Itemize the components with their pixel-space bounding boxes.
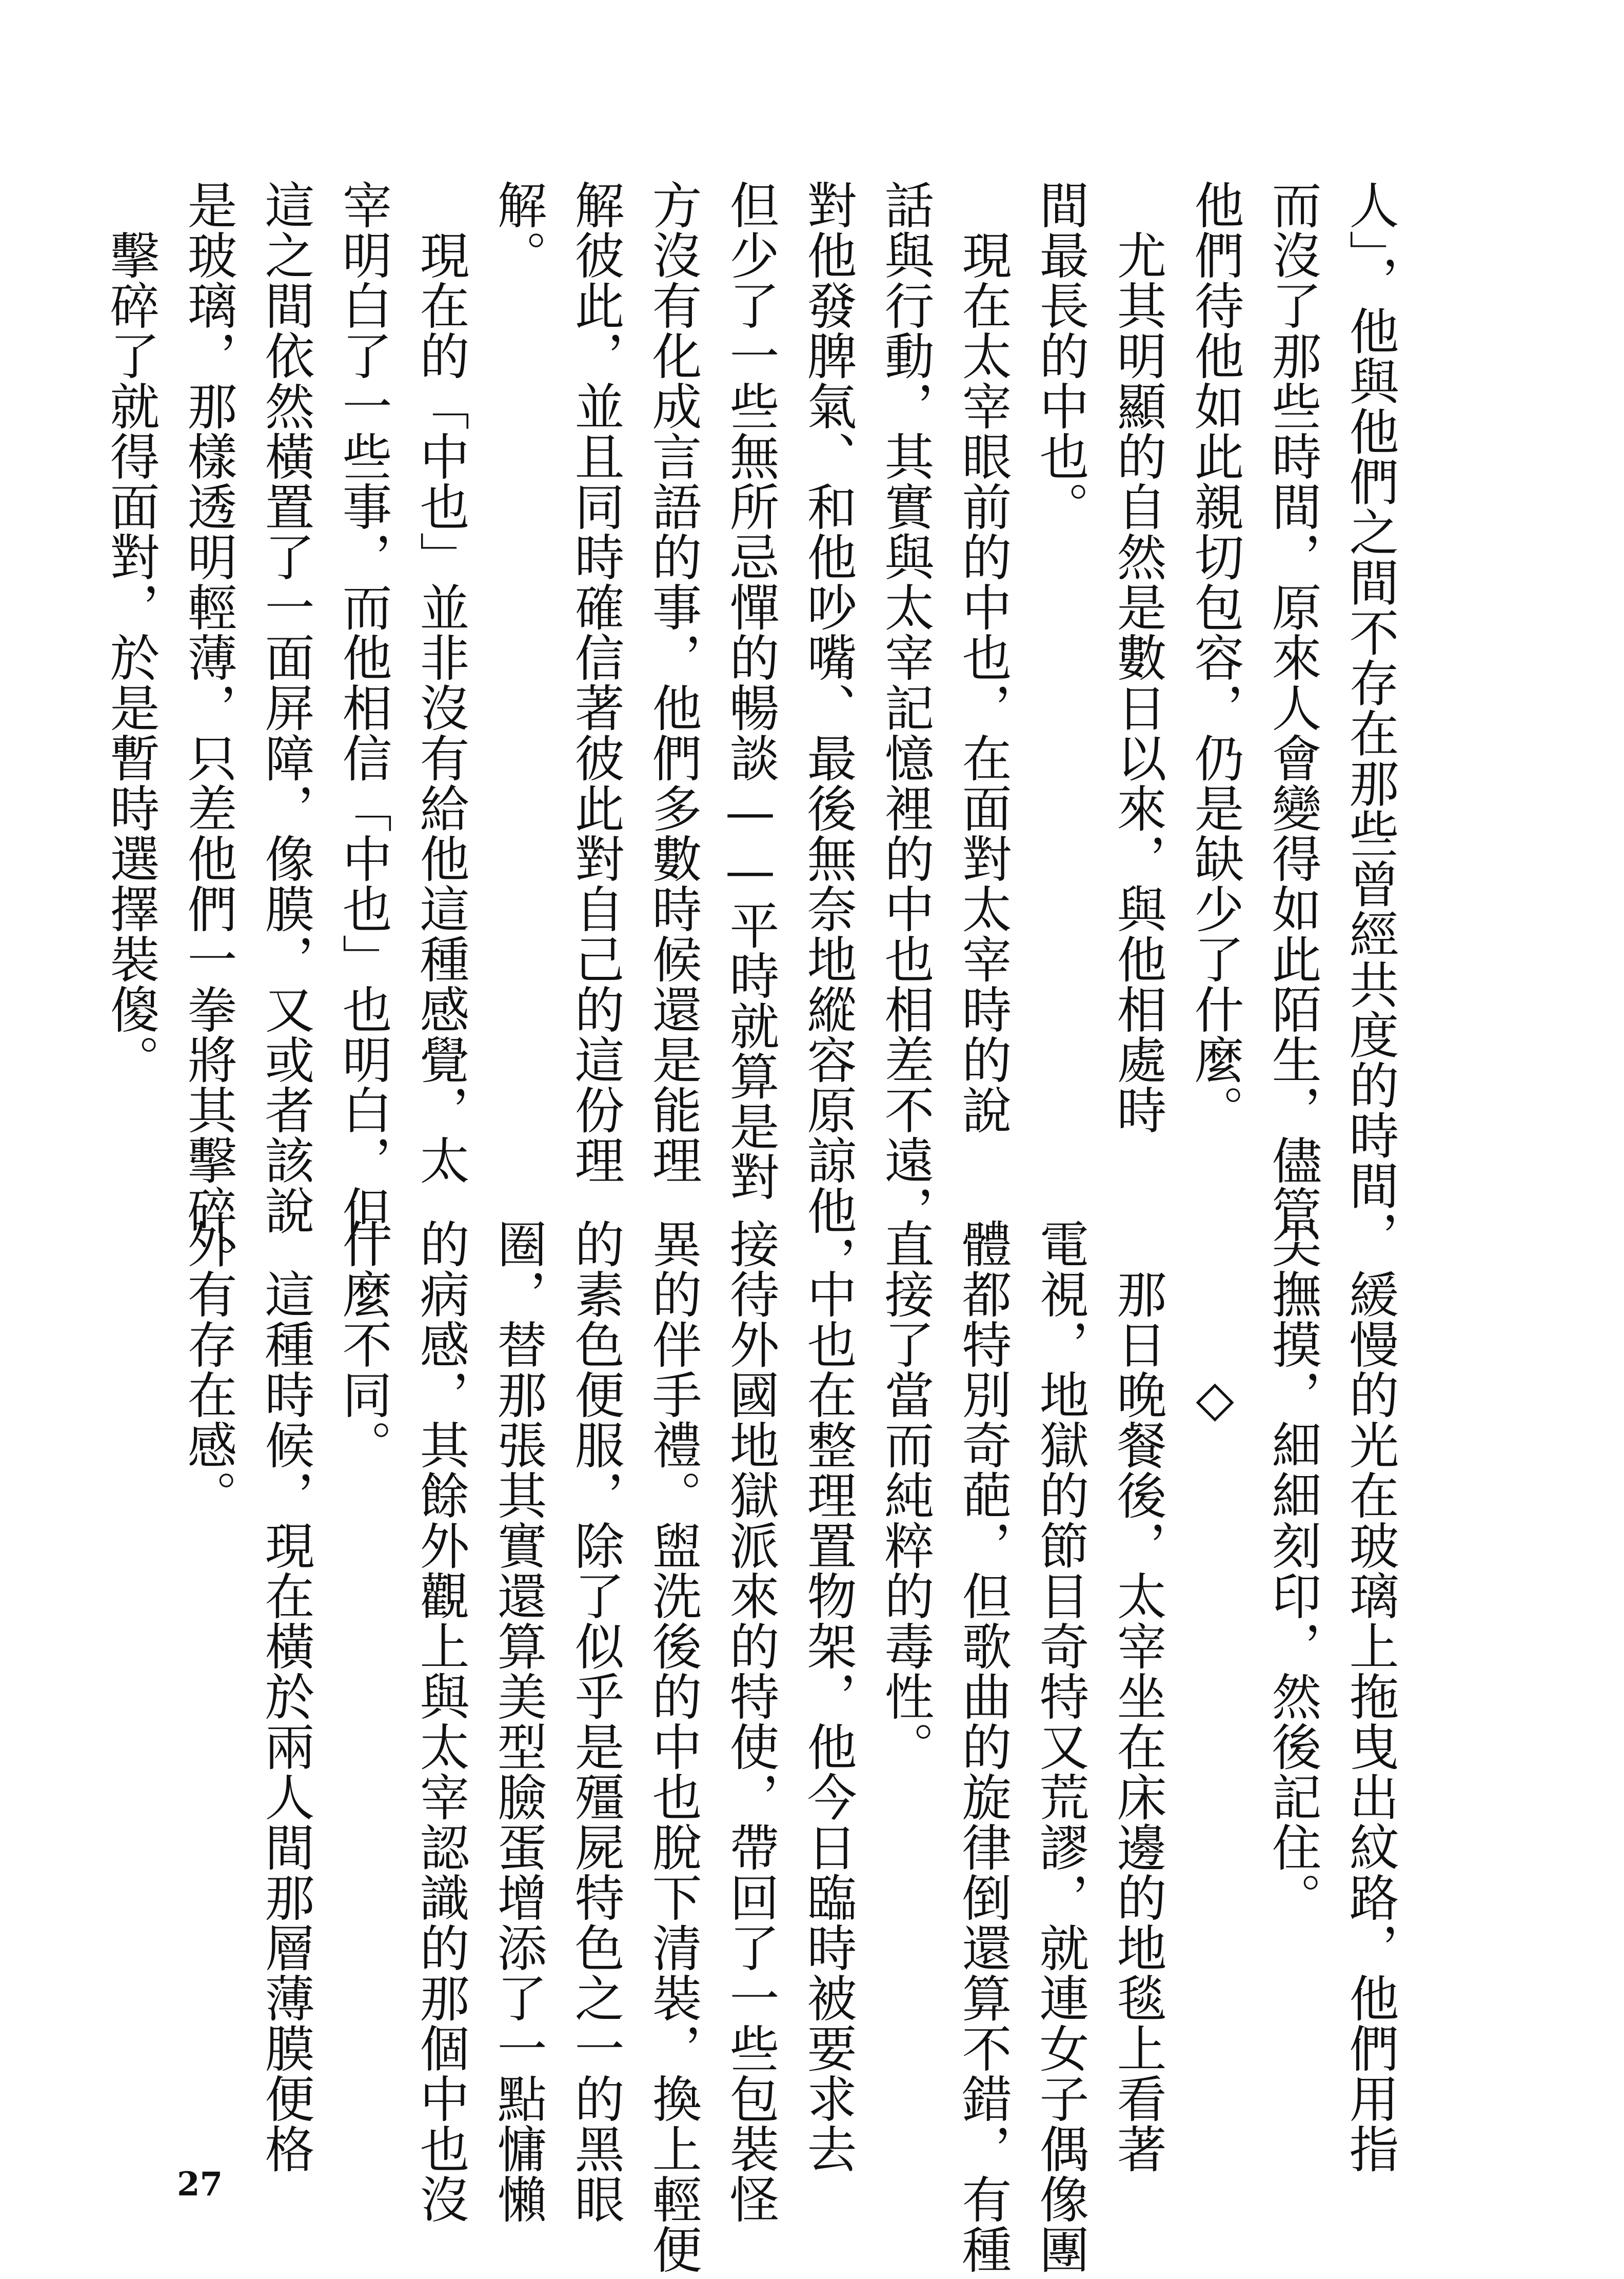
text-line: 接待外國地獄派來的特使，帶回了一些包裝怪 — [721, 1219, 779, 2224]
text-line: 是玻璃，那樣透明輕薄，只差他們一拳將其擊碎。 — [179, 180, 237, 1286]
text-line: 電視，地獄的節目奇特又荒謬，就連女子偶像團 — [1031, 1219, 1089, 2274]
text-line: 中也在整理置物架，他今日臨時被要求去 — [799, 1219, 857, 2174]
text-line: 什麼不同。 — [334, 1219, 392, 1470]
text-line: 體都特別奇葩，但歌曲的旋律倒還算不錯，有種 — [954, 1219, 1012, 2274]
page-number: 27 — [177, 2165, 223, 2204]
text-line: 現在太宰眼前的中也，在面對太宰時的說 — [954, 180, 1012, 1135]
text-line: 尖撫摸，細細刻印，然後記住。 — [1263, 1219, 1321, 1922]
text-line: 這種時候，現在橫於兩人間那層薄膜便格 — [256, 1219, 314, 2174]
text-line: 對他發脾氣、和他吵嘴、最後無奈地縱容原諒他， — [799, 180, 857, 1286]
text-line: 解彼此，並且同時確信著彼此對自己的這份理 — [566, 180, 624, 1185]
text-line: 話與行動，其實與太宰記憶裡的中也相差不遠， — [876, 180, 934, 1235]
text-line: 宰明白了一些事，而他相信「中也」也明白，但 — [334, 180, 392, 1235]
text-line: 方沒有化成言語的事，他們多數時候還是能理 — [644, 180, 702, 1185]
text-line: 外有存在感。 — [179, 1219, 237, 1520]
text-line: 現在的「中也」並非沒有給他這種感覺，太 — [411, 180, 469, 1185]
text-line: 圈，替那張其實還算美型臉蛋增添了一點慵懶 — [489, 1219, 547, 2224]
text-line: 的病感，其餘外觀上與太宰認識的那個中也沒 — [411, 1219, 469, 2224]
text-line: 那日晚餐後，太宰坐在床邊的地毯上看著 — [1108, 1219, 1166, 2174]
section-break: ◇ — [1186, 1219, 1244, 1428]
text-line: 的素色便服，除了似乎是殭屍特色之一的黑眼 — [566, 1219, 624, 2224]
text-block-top — [102, 180, 1409, 1286]
text-line: 解。 — [489, 180, 547, 280]
text-line: 但少了一些無所忌憚的暢談——平時就算是對 — [721, 180, 779, 1202]
text-line: 擊碎了就得面對，於是暫時選擇裝傻。 — [102, 180, 160, 1085]
text-line: 他們待他如此親切包容，仍是缺少了什麼。 — [1186, 180, 1244, 1135]
text-line: 人」，他與他們之間不存在那些曾經共度的時間， — [1341, 180, 1399, 1261]
text-line: 而沒了那些時間，原來人會變得如此陌生，儘管 — [1263, 180, 1321, 1235]
text-line: 這之間依然橫置了一面屏障，像膜，又或者該說 — [256, 180, 314, 1235]
text-line: 異的伴手禮。盥洗後的中也脫下清裝，換上輕便 — [644, 1219, 702, 2274]
text-line: 間最長的中也。 — [1031, 180, 1089, 532]
text-line: 緩慢的光在玻璃上拖曳出紋路，他們用指 — [1341, 1219, 1399, 2174]
text-line: 直接了當而純粹的毒性。 — [876, 1219, 934, 1772]
text-line: 尤其明顯的自然是數日以來，與他相處時 — [1108, 180, 1166, 1135]
